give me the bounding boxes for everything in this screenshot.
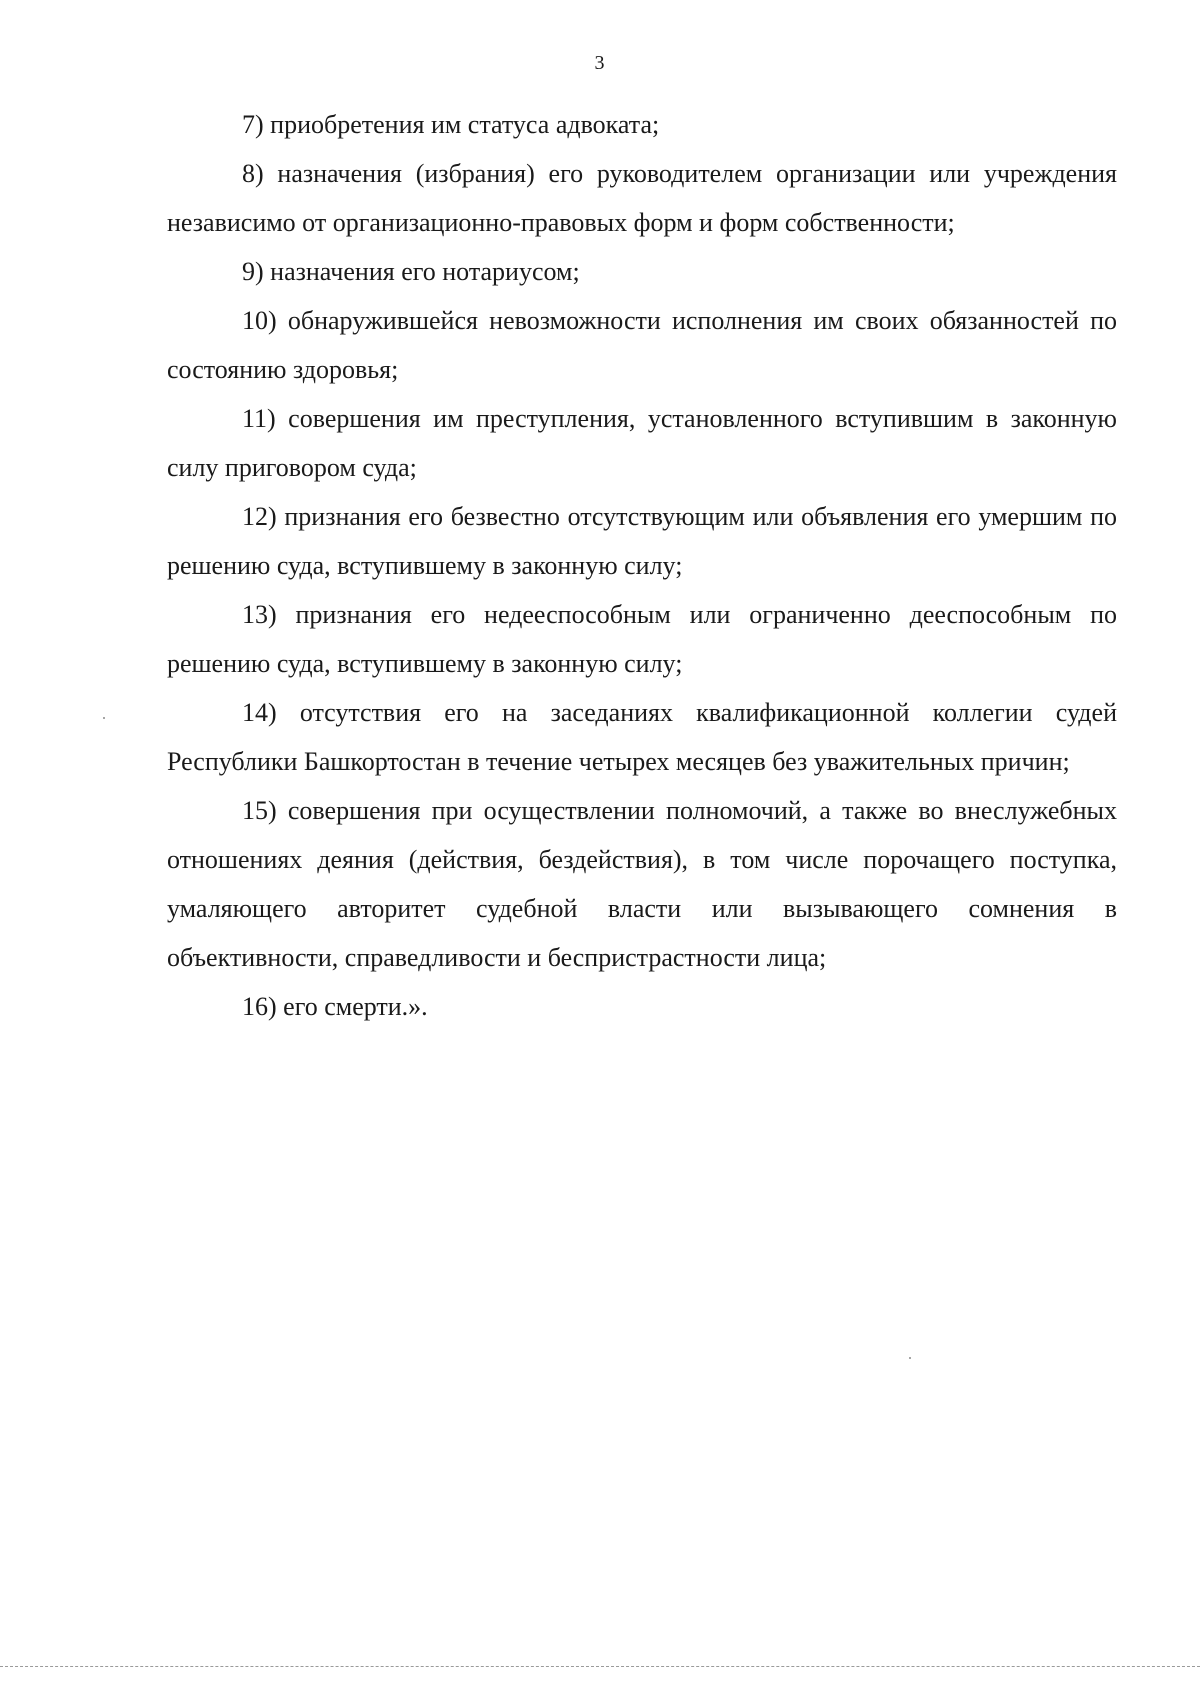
scan-speck [103,717,105,719]
document-body [167,100,1117,1031]
scan-speck [909,1357,911,1359]
scan-bottom-edge [0,1666,1200,1667]
list-item-7: 7) приобретения им статуса адвоката; [242,110,660,139]
list-item-11: 11) совершения им преступления, установленного вступившим в законную силу приговором суда; [167,404,1117,482]
list-item-16: 16) его смерти.». [242,992,428,1021]
list-item-12: 12) признания его безвестно отсутствующим или объявления его умершим по решению суда, вступившему в законную силу; [167,502,1117,580]
list-item-14: 14) отсутствия его на заседаниях квалификационной коллегии судей Республики Башкортостан в течение четырех месяцев без уважительных причин; [167,698,1117,776]
list-item-9: 9) назначения его нотариусом; [242,257,580,286]
list-item-13: 13) признания его недееспособным или ограниченно дееспособным по решению суда, вступившему в законную силу; [167,600,1117,678]
list-item-15: 15) совершения при осуществлении полномочий, а также во внеслужебных отношениях деяния (действия, бездействия), в том числе порочащего поступка, умаляющего авторитет судебной власти или вызывающего сомнения в объективности, справедливости и беспристрастности лица; [167,796,1117,972]
list-item-8: 8) назначения (избрания) его руководителем организации или учреждения независимо от организационно-правовых форм и форм собственности; [167,159,1117,237]
page-number: 3 [594,52,606,74]
list-item-10: 10) обнаружившейся невозможности исполнения им своих обязанностей по состоянию здоровья; [167,306,1117,384]
